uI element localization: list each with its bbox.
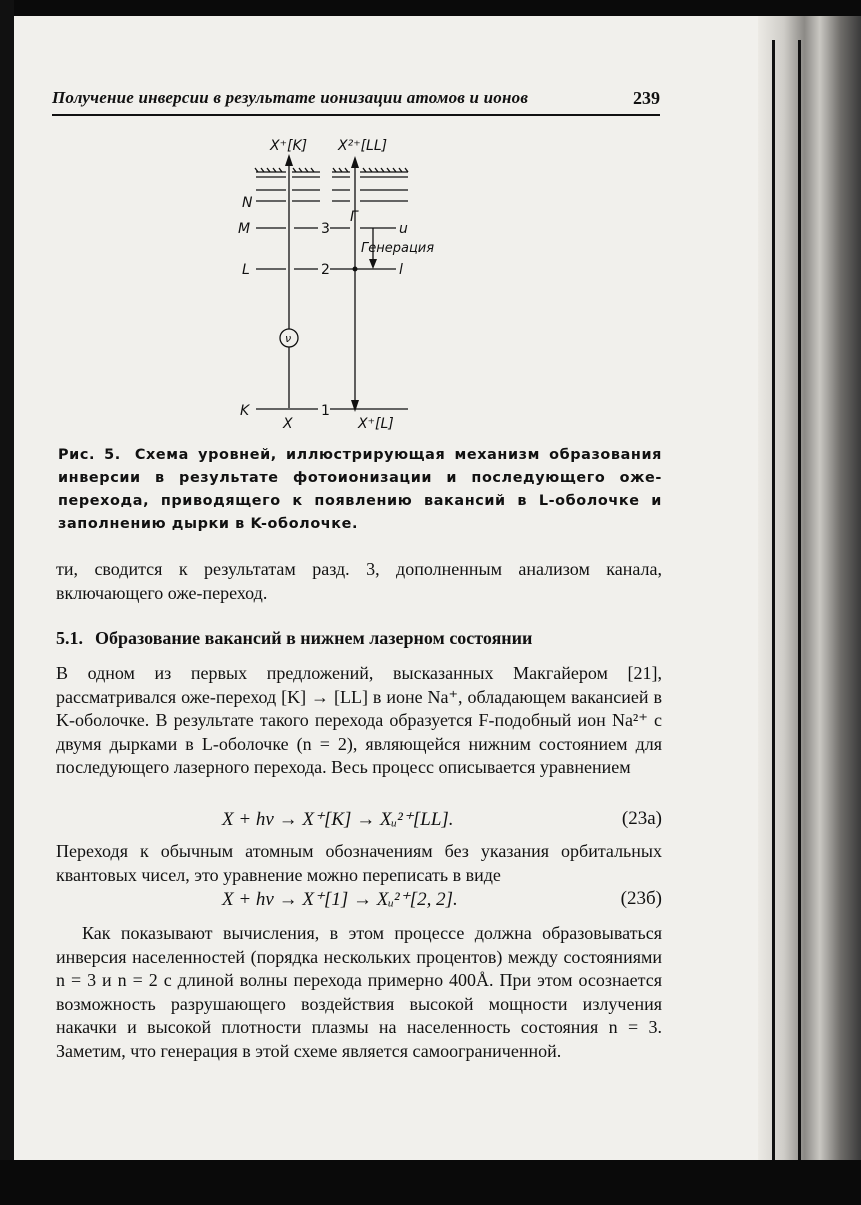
label-x-2plus-ll: X²⁺[LL] [338, 138, 388, 154]
paragraph-calculations [56, 922, 662, 1063]
spine-edge-line [798, 40, 801, 1160]
lower-level-l: l [399, 262, 403, 278]
level-k-label: K [240, 403, 250, 419]
scan-border-left [0, 0, 14, 1205]
equation-23b [56, 888, 662, 914]
gamma-label: Г [350, 209, 358, 225]
index-2: 2 [321, 262, 330, 278]
spine-edge-line [772, 40, 775, 1160]
running-header [52, 88, 660, 114]
equation-number: (23б) [620, 888, 662, 909]
label-x: X [283, 416, 293, 432]
photon-symbol: ν [285, 332, 292, 345]
caption-label: Рис. 5. [58, 447, 121, 463]
index-3: 3 [321, 221, 330, 237]
paragraph-mcguire-proposal: В одном из первых предложений, высказанных Макгайером [21], рассматривался оже-переход [K] → [LL] в ионе Na⁺, обладающем вакансией в K-оболочке. В результате такого перехода образуется F-подобный ион Na²⁺ с двумя дырками в L-оболочке (n = 2), являющейся нижним состоянием для последующего лазерного перехода. Весь процесс описывается уравнением [56, 663, 662, 777]
index-1: 1 [321, 403, 330, 419]
level-n-label: N [242, 195, 253, 211]
upper-level-u: u [399, 221, 408, 237]
label-x-plus-k: X⁺[K] [270, 138, 308, 154]
continuum-hatching [255, 168, 408, 177]
level-l-label: L [242, 262, 250, 278]
section-title: Образование вакансий в нижнем лазерном состоянии [95, 628, 533, 648]
section-number: 5.1. [56, 628, 83, 648]
paragraph-notation: Переходя к обычным атомным обозначениям без указания орбитальных квантовых чисел, это уравнение можно переписать в виде [56, 841, 662, 885]
generation-label: Генерация [361, 241, 435, 256]
equation-expression: X + hν → X⁺[K] → Xᵤ²⁺[LL]. [222, 809, 454, 830]
level-m-label: M [238, 221, 251, 237]
label-x-plus-l: X⁺[L] [358, 416, 394, 432]
caption-text: Схема уровней, иллюстрирующая механизм образования инверсии в результате фотоионизации и последующего оже-перехода, приводящего к появлению вакансий в L-оболочке и заполнению дырки в K-оболочке. [58, 447, 662, 532]
equation-number: (23а) [621, 808, 662, 829]
page-number: 239 [633, 88, 660, 108]
header-rule [52, 114, 660, 116]
section-heading [56, 628, 662, 649]
running-title: Получение инверсии в результате ионизации атомов и ионов [52, 88, 529, 107]
equation-expression: X + hν → X⁺[1] → Xᵤ²⁺[2, 2]. [222, 889, 458, 910]
scan-border-bottom [0, 1160, 861, 1205]
paragraph-continuation: ти, сводится к результатам разд. 3, дополненным анализом канала, включающего оже-переход. [56, 559, 662, 603]
paragraph-calculations-text: Как показывают вычисления, в этом процессе должна образовываться инверсия населенностей (порядка нескольких процентов) между состояниями n = 3 и n = 2 с длиной волны перехода примерно 400Å. При этом осознается возможность разрушающего воздействия высокой мощности излучения накачки и высокой плотности плазмы на населенность состояния n = 3. Заметим, что генерация в этой схеме является самоограниченной. [56, 923, 662, 1061]
scan-border-top [0, 0, 861, 16]
book-spine [758, 0, 861, 1205]
figure-caption [58, 444, 662, 536]
equation-23a [56, 808, 662, 834]
energy-level-diagram [220, 128, 440, 438]
